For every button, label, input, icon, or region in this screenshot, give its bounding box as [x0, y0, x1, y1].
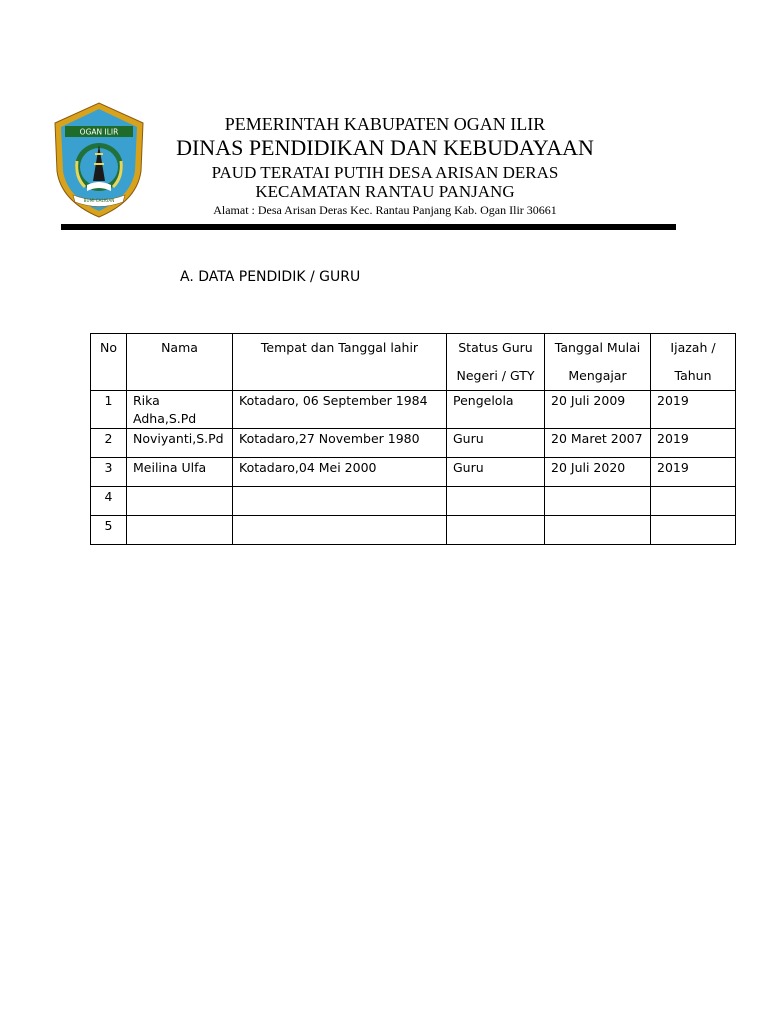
cell-ttl: Kotadaro, 06 September 1984: [233, 391, 447, 429]
cell-status: [447, 516, 545, 545]
col-header-ttl: Tempat dan Tanggal lahir: [233, 334, 447, 391]
table-row: [91, 391, 736, 429]
cell-ttl: Kotadaro,27 November 1980: [233, 429, 447, 458]
cell-mulai: [545, 516, 651, 545]
ogan-ilir-emblem: [51, 101, 147, 221]
header-school: PAUD TERATAI PUTIH DESA ARISAN DERAS: [211, 163, 559, 182]
cell-no: 2: [91, 429, 127, 458]
cell-mulai: [545, 487, 651, 516]
table-row: [91, 516, 736, 545]
svg-text:OGAN ILIR: OGAN ILIR: [79, 127, 119, 137]
section-title: A. DATA PENDIDIK / GURU: [180, 269, 361, 285]
header-district: KECAMATAN RANTAU PANJANG: [255, 182, 515, 201]
svg-text:BUMI CALIGAN: BUMI CALIGAN: [83, 198, 115, 203]
cell-ttl: [233, 487, 447, 516]
cell-status: Guru: [447, 458, 545, 487]
cell-ttl: [233, 516, 447, 545]
col-header-status: Status Guru Negeri / GTY: [447, 334, 545, 391]
cell-no: 3: [91, 458, 127, 487]
col-header-mulai: Tanggal Mulai Mengajar: [545, 334, 651, 391]
header-divider: [61, 224, 676, 230]
cell-no: 5: [91, 516, 127, 545]
header-department: DINAS PENDIDIKAN DAN KEBUDAYAAN: [176, 135, 594, 160]
cell-nama: [127, 516, 233, 545]
cell-ttl: Kotadaro,04 Mei 2000: [233, 458, 447, 487]
cell-status: [447, 487, 545, 516]
cell-nama: Meilina Ulfa: [127, 458, 233, 487]
cell-mulai: 20 Juli 2009: [545, 391, 651, 429]
cell-ijazah: 2019: [651, 429, 736, 458]
cell-ijazah: [651, 516, 736, 545]
col-header-ijazah: Ijazah / Tahun: [651, 334, 736, 391]
header-address: Alamat : Desa Arisan Deras Kec. Rantau Panjang Kab. Ogan Ilir 30661: [213, 203, 557, 217]
table-row: [91, 429, 736, 458]
col-header-no: No: [91, 334, 127, 391]
table-row: [91, 487, 736, 516]
cell-nama: Noviyanti,S.Pd: [127, 429, 233, 458]
teacher-table: [90, 333, 736, 545]
cell-no: 4: [91, 487, 127, 516]
cell-ijazah: 2019: [651, 458, 736, 487]
cell-ijazah: 2019: [651, 391, 736, 429]
cell-mulai: 20 Juli 2020: [545, 458, 651, 487]
col-header-nama: Nama: [127, 334, 233, 391]
cell-mulai: 20 Maret 2007: [545, 429, 651, 458]
table-row: [91, 458, 736, 487]
cell-no: 1: [91, 391, 127, 429]
cell-nama: [127, 487, 233, 516]
cell-ijazah: [651, 487, 736, 516]
header-government: PEMERINTAH KABUPATEN OGAN ILIR: [224, 114, 546, 134]
table-header-row: [91, 334, 736, 391]
cell-nama: Rika Adha,S.Pd: [127, 391, 233, 429]
cell-status: Pengelola: [447, 391, 545, 429]
cell-status: Guru: [447, 429, 545, 458]
